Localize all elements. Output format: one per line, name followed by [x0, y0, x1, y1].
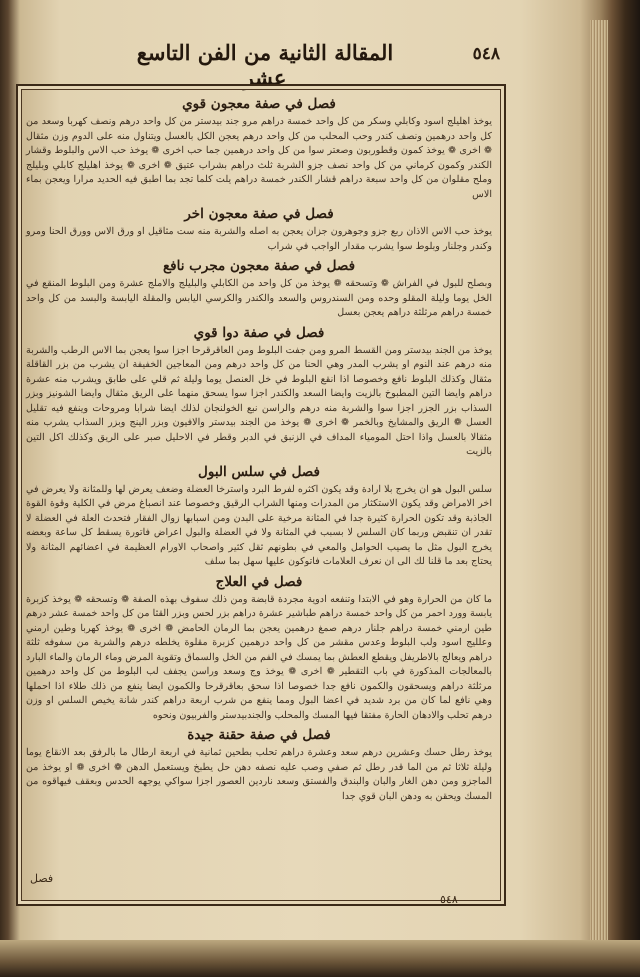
page-edges — [590, 20, 608, 950]
bottom-shadow — [0, 940, 640, 977]
section-heading: فصل في صفة دوا قوي — [193, 324, 325, 341]
section — [26, 205, 492, 254]
section-heading: فصل في سلس البول — [198, 463, 320, 480]
page-number: ٥٤٨ — [472, 44, 500, 64]
section-text: يوخذ حب الاس الاذان ربع جزو وجوهرون جزان يعجن به اصله والشربة منه ست مثاقيل او ورق الاس وورق الحنا ومرو وكندر وجلنار وبلوط سوا يشرب مقدار الواجب في شراب — [26, 226, 492, 252]
section-heading: فصل في صفة معجون اخر — [184, 206, 334, 222]
section-text: يوخذ من الجند بيدستر ومن القسط المرو ومن جفت البلوط ومن العاقرقرحا اجزا سوا يعجن بما الاس الرطب والشربة منه درهم عند النوم او يشرب المدر وهي الحنا من كل واحد درهم ومن المعاجين الخفيفة ان يشرب من بزر القاقلة مثقال وكذلك البلوط نافع وخصوصا اذا انقع البلوط في خل العنصل يوما وليلة ثم قلي على طابق ويشرب منه عشرة دراهم وايضا التين المطبوخ بالزيت وايضا السعد والكندر اجزا سوا يسحق منهما على الريق مثقال وايضا الشونيز وبزر السذاب بزر الجزر اجزا سوا والشربة منه درهم والراسن نبع الخولنجان لذلك ايضا شرابا ومروحات وينفع فيه تقليل العسل ❁ الريق والمشايخ وبالخمر ❁ اخرى ❁ يوخذ من الجند بيدستر والافيون وبزر الينج وبزر السذاب يشرب منه مثقالا بالعسل واذا احتل المومياء المداف في الزنبق في الدبر وقطر في الاحليل صبر على الريق وكذلك اكل التين بالزيت — [26, 344, 492, 457]
section-text: يوخذ اهليلج اسود وكابلي وسكر من كل واحد خمسة دراهم مرو جند بيدستر من كل واحد درهم ونصف كهربا وسعد من كل واحد درهمين ونصف كندر وحب المحلب من كل واحد درهم يعجن الكل بالعسل ويتناول منه على الدوم وزن مثقال ❁ اخرى ❁ يوخذ كمون وقطوربون وصعتر سوا من كل واحد درهمين جما حب اخرى ❁ يوخذ حب الاس والبلوط وقشار الكندر وكمون كرماني من كل واحد نصف جزو الشربة ثلث دراهم بشراب عتيق ❁ اخرى ❁ يوخذ اهليلج كابلي وبليلج وملح مقلوان من كل واحد سبعة دراهم قشار الكندر خمسة دراهم يلت كلما تجد بما اطبق فيه الحديد مرارا ويعجن بماء الاس — [26, 116, 492, 200]
section — [26, 726, 492, 804]
text-body — [26, 92, 492, 892]
section-text: وبصلح للبول في الفراش ❁ وتسحقه ❁ يوخذ من كل واحد من الكابلي والبليلج والاملج عشرة ومن البلوط المنقع في الخل يوما وليلة المقلو وحده ومن السندروس والسعد والكندر والكرسي اليابس والمقلة اليابسة والبسد من كل واحد خمسة دراهم مرثلثة دراهم يعجن بعسل — [26, 278, 492, 318]
section-heading: فصل في صفة معجون مجرب نافع — [162, 258, 356, 274]
running-title: المقالة الثانية من الفن التاسع عشر — [136, 40, 394, 90]
section — [26, 463, 492, 570]
catchword: فصل — [30, 872, 54, 885]
section-heading: فصل في صفة حقنة جيدة — [187, 727, 331, 743]
section — [26, 324, 492, 460]
section-text: ما كان من الحرارة وهو في الابتدا وتنفعه ادوية مجردة قابضة ومن ذلك سفوف بهذه الصفة ❁ وتسحقه ❁ يوخذ كزبرة يابسة وورد احمر من كل واحد خمسة دراهم طباشير عشرة دراهم بزر لحس وبزر القثا من كل واحد خمسة عشر درهم طين ارمني خمسة دراهم جلنار درهم صمغ درهمين يعجن بما الرمان الحامض ❁ اخرى ❁ يوخذ كهربا وطين ارمني وعلليج اسود ولب البلوط وعدس مقشر من كل واحد درهمين كزبرة مقلوة يخلطه درهم والشربة من سفوفه ثلثة دراهم ويعالج بالاطريفل ويقطع العطش بما يمسك في الفم من الخل والسماق وتقوية المرض وماء الرمان والماء البارد بالمعالجات المذكورة في باب التقطير ❁ اخرى ❁ يوخذ وج وسعد وراسن يجفف لب البلوط من كل واحد درهمين مرثلثة دراهم ويسحقون والكمون نافع جدا خصوصا اذا سحق بعاقرقرحا والكمون ايضا ينفع من ذلك طلاء اذا احملها وهي نافع لما كان من برد شديد في اعضا البول ومما ينفع من شرب اربعة دراهم كندر شانة يخيص السلس او وزن درهم تحلب والادهان الحارة مفتقا فيها المسك والمحلب والجندبيدستر والفربيون ونحوه — [26, 593, 492, 721]
page-header — [20, 38, 500, 90]
section — [26, 257, 492, 321]
section-text: سلس البول هو ان يخرج بلا ارادة وقد يكون اكثره لفرط البرد واسترخا العضلة وضعف يعرض لها وللمثانة ولا يعرض في اخر الامراض وقد يكون الاستكثار من المدرات ومنها الشراب الرقيق وخصوصا عند انصباغ مرض في الكلية وقوة القوة الجاذبة وقد تكون الحرارة كثيرة جدا في المثانة مرخية على البدن ومن اسبابها زوال الفقار فتحدث العلة في العضلة لا تقدر ان تنقبض وربما كان السلس لا بسبب في المثانة ولا في العضلة والبول اعراض فاتورة يسقط كل ساعة وبعضه يخرج البول مثل ما يصيب الحوامل والمعي في بطونهم ثقل كثير واصحاب الاورام العظيمة في اعضائهم المثانة ولا يحتاج بعد ما قلنا لك الى ان نعرف العلامات فاتوكون عليها سهل بما سلف — [26, 483, 492, 567]
section-heading: فصل في صفة معجون قوي — [182, 96, 336, 112]
section — [26, 95, 492, 202]
footer-page-number: ٥٤٨ — [440, 893, 458, 906]
section-text: يوخذ رطل حسك وعشرين درهم سعد وعشرة دراهم تحلب بطحين ثمانية في اربعة ارطال ما بالرفق بعد الانقاع يوما وليلة ثلاثا ثم من الما قدر رطل ثم صفي وصب عليه نصفه دهن حل يطبخ ويستعمل الدهن ❁ اخرى ❁ او يوخذ من الماجزو ومن دهن الغار والبان والبندق والفستق وسعد ناردين العصور اجزا سواكي يوجهه الحدس وبعقف فيهاقوه من المسك ويحقن به ودهن البان قوي جدا — [26, 747, 492, 802]
section-heading: فصل في العلاج — [215, 573, 303, 590]
section — [26, 573, 492, 724]
